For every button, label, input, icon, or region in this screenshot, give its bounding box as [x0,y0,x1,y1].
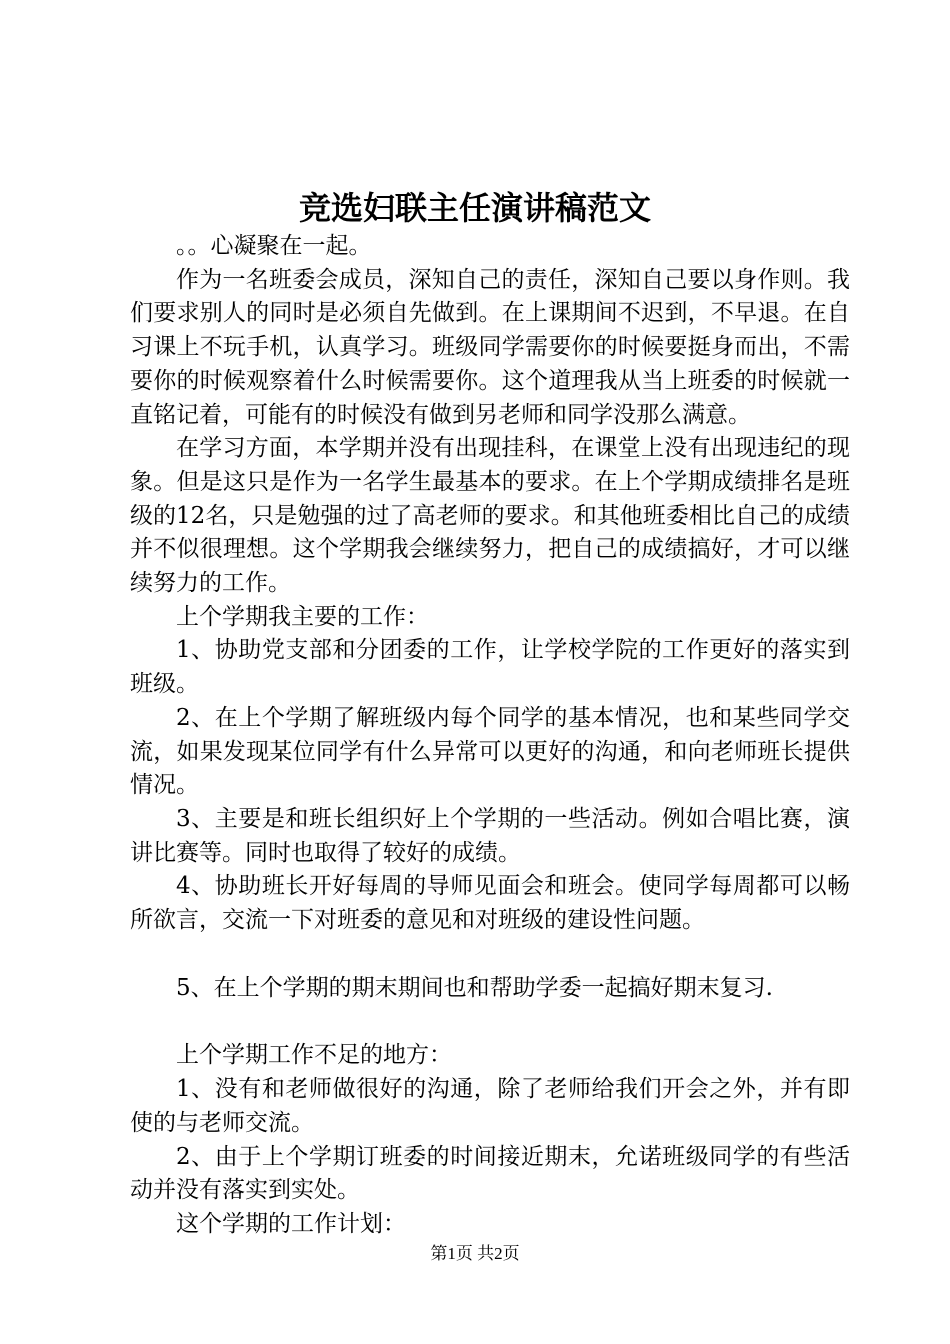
shortcoming-item-1: 1、没有和老师做很好的沟通，除了老师给我们开会之外，并有即使的与老师交流。 [130,1076,850,1136]
heading-work-plan: 这个学期的工作计划： [176,1210,406,1237]
work-item-1: 1、协助党支部和分团委的工作，让学校学院的工作更好的落实到班级。 [130,637,850,698]
paragraph-opening: 。。心凝聚在一起。 [176,233,372,259]
document-body [130,230,850,1242]
document-title: 竞选妇联主任演讲稿范文 [298,189,651,227]
paragraph-study: 在学习方面，本学期并没有出现挂科，在课堂上没有出现违纪的现象。但是这只是作为一名学生最基本的要求。在上个学期成绩排名是班级的12名，只是勉强的过了高老师的要求。和其他班委相比自己的成绩并不似很理想。这个学期我会继续努力，把自己的成绩搞好，才可以继续努力的工作。 [130,435,850,597]
work-item-5: 5、在上个学期的期末期间也和帮助学委一起搞好期末复习. [176,974,773,1001]
page-footer: 第1页 共2页 [430,1244,520,1263]
shortcoming-item-2: 2、由于上个学期订班委的时间接近期末，允诺班级同学的有些活动并没有落实到实处。 [130,1143,850,1204]
work-item-3: 3、主要是和班长组织好上个学期的一些活动。例如合唱比赛，演讲比赛等。同时也取得了较好的成绩。 [130,805,850,866]
work-item-4: 4、协助班长开好每周的导师见面会和班会。使同学每周都可以畅所欲言，交流一下对班委的意见和对班级的建设性问题。 [130,873,850,934]
work-item-2: 2、在上个学期了解班级内每个同学的基本情况，也和某些同学交流，如果发现某位同学有什么异常可以更好的沟通，和向老师班长提供情况。 [130,704,850,799]
heading-shortcomings: 上个学期工作不足的地方： [176,1042,452,1069]
heading-last-term-work: 上个学期我主要的工作： [176,603,429,630]
paragraph-responsibility: 作为一名班委会成员，深知自己的责任，深知自己要以身作则。我们要求别人的同时是必须自先做到。在上课期间不迟到，不早退。在自习课上不玩手机，认真学习。班级同学需要你的时候要挺身而出，不需要你的时候观察着什么时候需要你。这个道理我从当上班委的时候就一直铭记着，可能有的时候没有做到另老师和同学没那么满意。 [130,266,850,428]
